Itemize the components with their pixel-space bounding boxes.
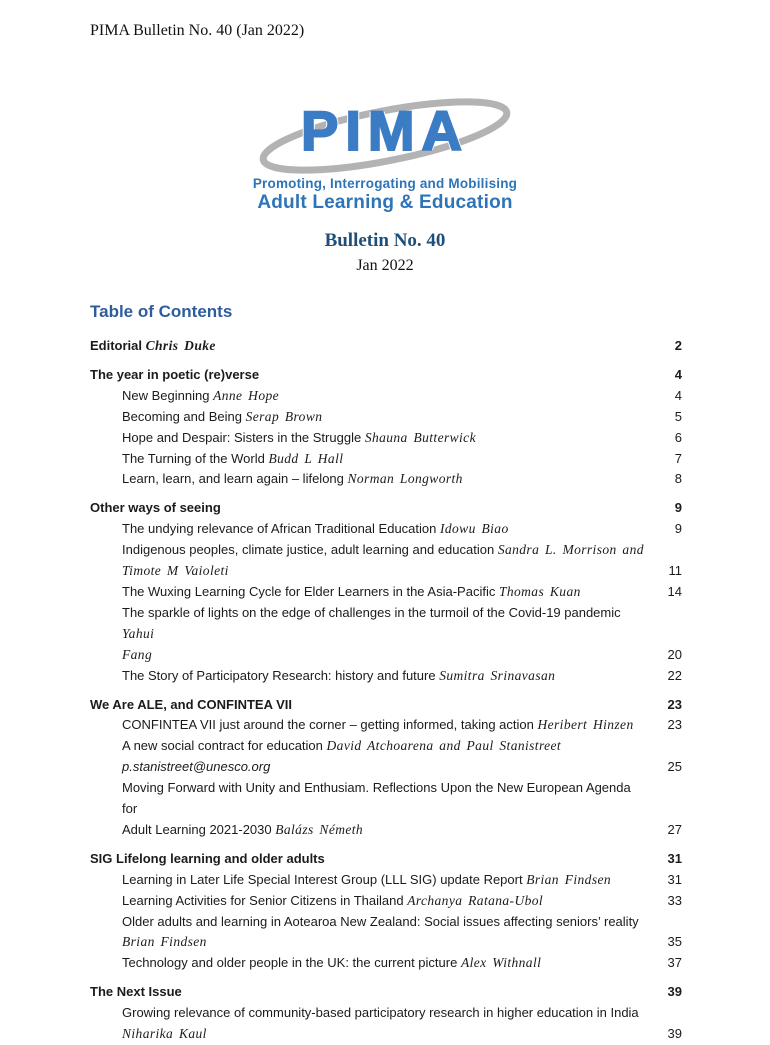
toc-page-number: 8: [674, 471, 682, 487]
toc-entry-title: We Are ALE, and CONFINTEA VII: [90, 696, 293, 712]
toc-entry-title: A new social contract for education: [122, 738, 327, 754]
toc-row: [90, 540, 682, 561]
toc-page-number: 31: [667, 850, 682, 866]
toc-row: [90, 891, 682, 912]
toc-page-number: 9: [674, 521, 682, 537]
toc-entry-text: [90, 498, 658, 519]
toc-page-number: 22: [667, 667, 682, 683]
toc-entry-text: [90, 519, 658, 540]
toc-row: [90, 932, 682, 953]
toc-row: [90, 757, 682, 778]
toc-entry-text: [90, 849, 658, 870]
toc-entry-author: Alex Withnall: [460, 955, 542, 971]
pima-logo-mark: [250, 96, 520, 174]
toc-entry-text: [90, 778, 658, 820]
toc-entry-author: Serap Brown: [245, 408, 323, 424]
toc-page-number: 25: [667, 759, 682, 775]
logo-tagline-line2: Adult Learning & Education: [257, 192, 513, 213]
toc-row: [90, 449, 682, 470]
toc-entry-text: [90, 428, 658, 449]
toc-entry-title: Other ways of seeing: [90, 500, 221, 516]
toc-entry-text: [90, 912, 658, 933]
toc-entry-text: [90, 336, 658, 357]
toc-entry-author: Fang: [122, 646, 153, 662]
toc-heading: Table of Contents: [90, 302, 233, 321]
bulletin-title: Bulletin No. 40: [324, 230, 446, 251]
toc-page-number: 23: [667, 696, 682, 712]
toc-entry-author: Sandra L. Morrison and: [497, 542, 644, 558]
toc-page-number: 9: [674, 500, 682, 516]
bulletin-date: Jan 2022: [356, 257, 414, 274]
toc-entry-author: David Atchoarena and Paul Stanistreet: [326, 738, 562, 754]
toc-entry-email: p.stanistreet@unesco.org: [122, 759, 271, 775]
toc-row: [90, 820, 682, 841]
toc-entry-author: Yahui: [122, 625, 155, 641]
toc-entry-title: The Next Issue: [90, 984, 182, 1000]
toc-entry-text: [90, 953, 658, 974]
toc-row: [90, 336, 682, 357]
toc-row: [90, 386, 682, 407]
toc-list: [90, 336, 682, 1045]
toc-entry-text: [90, 982, 658, 1003]
toc-page-number: 6: [674, 429, 682, 445]
toc-page-number: 5: [674, 408, 682, 424]
toc-page-number: 33: [667, 892, 682, 908]
toc-row: [90, 407, 682, 428]
title-block: [0, 230, 770, 275]
toc-entry-author: Idowu Biao: [439, 521, 509, 537]
toc-entry-text: [90, 449, 658, 470]
toc-entry-title: Editorial: [90, 338, 146, 353]
toc-row: [90, 365, 682, 386]
toc-entry-text: [90, 757, 658, 778]
toc-page-number: 20: [667, 646, 682, 662]
toc-entry-title: The Turning of the World: [122, 450, 269, 466]
toc-page-number: 2: [674, 338, 682, 353]
toc-row: [90, 870, 682, 891]
toc-entry-text: [90, 540, 658, 561]
toc-entry-author: Balázs Németh: [275, 821, 364, 837]
toc-entry-author: Thomas Kuan: [498, 583, 581, 599]
toc-row: [90, 1024, 682, 1045]
toc-entry-author: Brian Findsen: [526, 871, 612, 887]
toc-entry-title: Technology and older people in the UK: the current picture: [122, 955, 461, 971]
toc-entry-text: [90, 666, 658, 687]
toc-entry-title: CONFINTEA VII just around the corner – getting informed, taking action: [122, 717, 538, 733]
toc-entry-title: The Story of Participatory Research: history and future: [122, 667, 440, 683]
toc-row: [90, 519, 682, 540]
toc-page-number: 4: [674, 366, 682, 382]
toc-row: [90, 603, 682, 645]
toc-entry-author: Niharika Kaul: [122, 1026, 207, 1042]
toc-entry-text: [90, 736, 658, 757]
toc-row: [90, 582, 682, 603]
toc-entry-title: Moving Forward with Unity and Enthusiam. Reflections Upon the New European Agenda for: [122, 780, 631, 817]
toc-entry-text: [90, 932, 658, 953]
toc-page-number: 39: [667, 1026, 682, 1042]
toc-page-number: 37: [667, 955, 682, 971]
toc-entry-title: The year in poetic (re)verse: [90, 366, 260, 382]
toc-entry-author: Brian Findsen: [122, 934, 207, 950]
toc-entry-title: Becoming and Being: [122, 408, 246, 424]
toc-entry-text: [90, 1003, 658, 1024]
toc-entry-text: [90, 365, 658, 386]
toc-row: [90, 498, 682, 519]
toc-entry-text: [90, 695, 658, 716]
toc-page-number: 31: [667, 871, 682, 887]
pima-logo: [0, 96, 770, 214]
toc-page-number: 4: [674, 387, 682, 403]
toc-row: [90, 953, 682, 974]
toc-entry-title: Adult Learning 2021-2030: [122, 821, 276, 837]
toc-entry-title: Hope and Despair: Sisters in the Struggle: [122, 429, 365, 445]
document-reference: PIMA Bulletin No. 40 (Jan 2022): [90, 22, 305, 39]
toc-entry-author: Archanya Ratana-Ubol: [407, 892, 544, 908]
toc-entry-text: [90, 870, 658, 891]
toc-entry-title: Learning in Later Life Special Interest Group (LLL SIG) update Report: [122, 871, 527, 887]
pima-wordmark: PIMA: [301, 99, 469, 162]
toc-row: [90, 428, 682, 449]
toc-entry-author: Anne Hope: [213, 387, 280, 403]
toc-entry-text: [90, 469, 658, 490]
toc-entry-title: Learn, learn, and learn again – lifelong: [122, 471, 348, 487]
toc-entry-author: Shauna Butterwick: [364, 429, 476, 445]
toc-page-number: 7: [674, 450, 682, 466]
toc-page-number: 11: [668, 563, 682, 579]
toc-entry-title: Growing relevance of community-based participatory research in higher education in India: [122, 1005, 639, 1021]
table-of-contents: [90, 302, 682, 1045]
toc-entry-text: [90, 407, 658, 428]
toc-entry-text: [90, 715, 658, 736]
logo-tagline-line1: Promoting, Interrogating and Mobilising: [252, 176, 518, 191]
toc-entry-text: [90, 820, 658, 841]
toc-entry-title: Learning Activities for Senior Citizens in Thailand: [122, 892, 408, 908]
toc-row: [90, 778, 682, 820]
toc-entry-author: Norman Longworth: [347, 471, 463, 487]
toc-entry-author: Timote M Vaioleti: [122, 563, 229, 579]
toc-entry-title: Older adults and learning in Aotearoa New Zealand: Social issues affecting seniors’ reality: [122, 913, 639, 929]
toc-row: [90, 982, 682, 1003]
toc-page-number: 39: [667, 984, 682, 1000]
toc-row: [90, 912, 682, 933]
toc-entry-title: Indigenous peoples, climate justice, adult learning and education: [122, 542, 498, 558]
toc-row: [90, 469, 682, 490]
toc-entry-title: The Wuxing Learning Cycle for Elder Learners in the Asia-Pacific: [122, 583, 499, 599]
toc-entry-author: Chris Duke: [145, 338, 216, 353]
toc-entry-text: [90, 603, 658, 645]
toc-row: [90, 645, 682, 666]
toc-entry-title: The sparkle of lights on the edge of challenges in the turmoil of the Covid-19 pandemic: [122, 604, 621, 620]
toc-row: [90, 849, 682, 870]
toc-page-number: 23: [667, 717, 682, 733]
toc-row: [90, 666, 682, 687]
toc-row: [90, 715, 682, 736]
toc-entry-text: [90, 386, 658, 407]
toc-page-number: 27: [667, 821, 682, 837]
toc-entry-author: Heribert Hinzen: [537, 717, 634, 733]
toc-row: [90, 561, 682, 582]
toc-entry-text: [90, 891, 658, 912]
toc-row: [90, 1003, 682, 1024]
toc-page-number: 35: [667, 934, 682, 950]
toc-entry-title: New Beginning: [122, 387, 214, 403]
toc-entry-author: Sumitra Srinavasan: [439, 667, 556, 683]
toc-entry-text: [90, 582, 658, 603]
toc-entry-text: [90, 561, 658, 582]
toc-entry-text: [90, 1024, 658, 1045]
toc-page-number: 14: [667, 583, 682, 599]
toc-entry-author: Budd L Hall: [268, 450, 344, 466]
toc-entry-title: The undying relevance of African Traditional Education: [122, 521, 440, 537]
toc-row: [90, 695, 682, 716]
toc-entry-text: [90, 645, 658, 666]
toc-entry-title: SIG Lifelong learning and older adults: [90, 850, 325, 866]
toc-row: [90, 736, 682, 757]
